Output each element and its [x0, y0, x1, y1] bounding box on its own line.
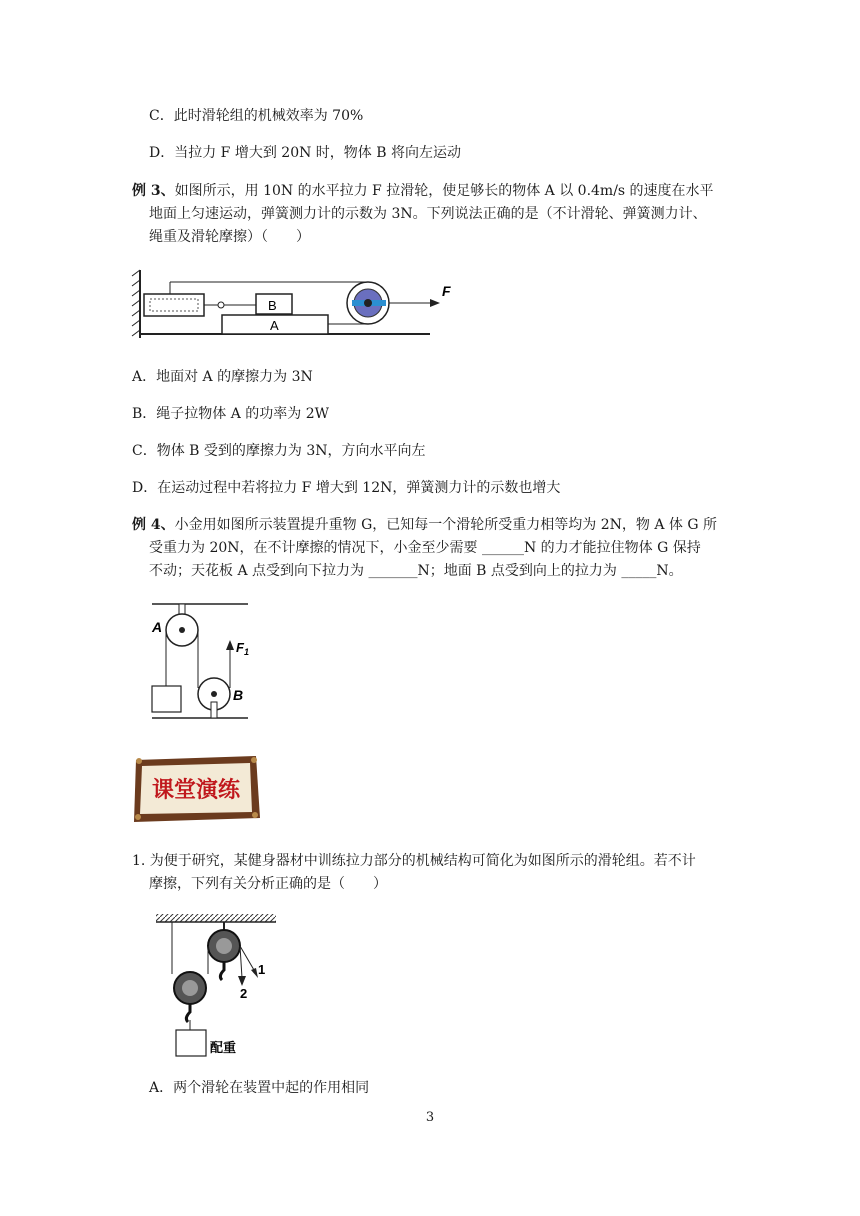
label-2: 2: [240, 986, 248, 1001]
example3-option-b: B．绳子拉物体 A 的功率为 2W: [132, 406, 330, 422]
example3-text-1: 如图所示，用 10N 的水平拉力 F 拉滑轮，使足够长的物体 A 以 0.4m/s 的速度在水平: [174, 183, 714, 199]
example3-option-c: C．物体 B 受到的摩擦力为 3N，方向水平向左: [132, 443, 426, 459]
example3-option-a: A．地面对 A 的摩擦力为 3N: [132, 369, 313, 385]
label-f: F: [442, 283, 451, 299]
label-weight: 配重: [210, 1040, 237, 1055]
example4-line1: [132, 515, 717, 535]
example4-line3: 不动；天花板 A 点受到向下拉力为 _______N；地面 B 点受到向上的拉力为 _____N。: [149, 563, 683, 579]
exercise1-line1: 1. 为便于研究，某健身器材中训练拉力部分的机械结构可简化为如图所示的滑轮组。若不计: [132, 853, 696, 869]
exercise1-figure: [150, 912, 280, 1060]
exercise1-option-a: A．两个滑轮在装置中起的作用相同: [149, 1080, 370, 1096]
example3-line3: 绳重及滑轮摩擦）（ ）: [149, 229, 310, 245]
section-badge-text: 课堂演练: [151, 777, 241, 802]
label-b: B: [233, 687, 244, 703]
option-d: D．当拉力 F 增大到 20N 时，物体 B 将向左运动: [149, 145, 461, 161]
example3-option-d: D．在运动过程中若将拉力 F 增大到 12N，弹簧测力计的示数也增大: [132, 480, 561, 496]
example4-text-1: 小金用如图所示装置提升重物 G，已知每一个滑轮所受重力相等均为 2N，物 A 体 G 所: [174, 517, 717, 533]
example4-label: 例 4、: [132, 517, 175, 533]
section-badge: [130, 752, 262, 824]
example3-line2: 地面上匀速运动，弹簧测力计的示数为 3N。下列说法正确的是（不计滑轮、弹簧测力计、: [149, 206, 707, 222]
label-a: A: [152, 619, 163, 635]
label-b: B: [268, 298, 277, 313]
example3-label: 例 3、: [132, 183, 175, 199]
exercise1-line2: 摩擦，下列有关分析正确的是（ ）: [149, 876, 387, 892]
counterweight: [176, 1030, 206, 1056]
example3-line1: [132, 181, 714, 201]
label-a: A: [270, 318, 279, 333]
example3-figure: [130, 266, 460, 346]
example4-figure: [140, 598, 255, 722]
weight-g: [152, 686, 181, 712]
option-c: C．此时滑轮组的机械效率为 70%: [149, 108, 364, 124]
page-number: 3: [425, 1110, 435, 1125]
example4-line2: 受重力为 20N，在不计摩擦的情况下，小金至少需要 ______N 的力才能拉住物体 G 保持: [149, 540, 701, 556]
label-1: 1: [258, 962, 266, 977]
label-f1: $F_1$: [236, 640, 249, 657]
